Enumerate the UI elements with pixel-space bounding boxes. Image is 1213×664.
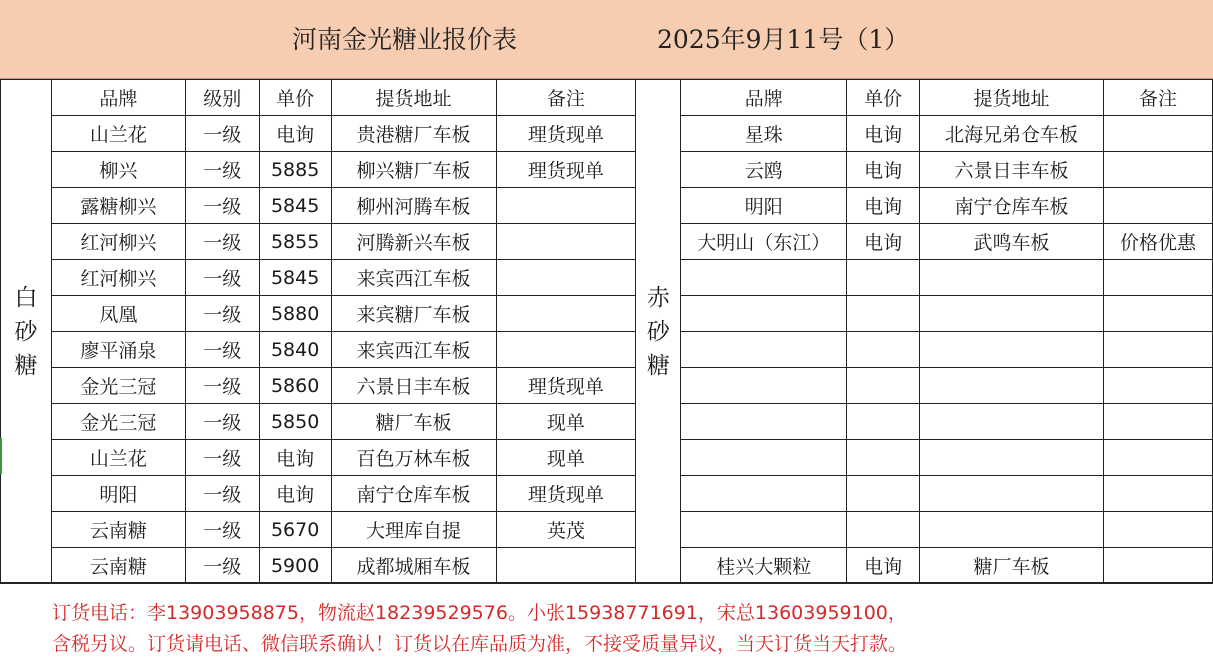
white-sugar-pickup-address: 六景日丰车板	[331, 368, 496, 404]
red-sugar-brand	[681, 296, 847, 332]
red-sugar-pickup-address	[920, 260, 1104, 296]
white-sugar-grade: 一级	[185, 260, 259, 296]
white-sugar-pickup-address: 糖厂车板	[331, 404, 496, 440]
white-sugar-price: 5880	[259, 296, 331, 332]
white-sugar-grade: 一级	[185, 332, 259, 368]
table-row	[1, 332, 1213, 368]
red-sugar-price	[847, 368, 920, 404]
red-sugar-column-header: 品牌	[681, 80, 847, 116]
table-row	[1, 224, 1213, 260]
white-sugar-price: 5840	[259, 332, 331, 368]
white-sugar-grade: 一级	[185, 188, 259, 224]
white-sugar-grade: 一级	[185, 224, 259, 260]
white-sugar-column-header: 级别	[185, 80, 259, 116]
white-sugar-brand: 山兰花	[51, 440, 185, 476]
white-sugar-column-header: 单价	[259, 80, 331, 116]
table-row	[1, 512, 1213, 548]
red-sugar-price: 电询	[847, 188, 920, 224]
white-sugar-note	[496, 332, 636, 368]
white-sugar-note: 英茂	[496, 512, 636, 548]
red-sugar-price	[847, 476, 920, 512]
white-sugar-note	[496, 224, 636, 260]
white-sugar-price: 电询	[259, 116, 331, 152]
red-sugar-brand	[681, 476, 847, 512]
red-sugar-price	[847, 332, 920, 368]
white-sugar-brand: 金光三冠	[51, 368, 185, 404]
sugar-type-char: 糖	[14, 352, 38, 379]
red-sugar-price: 电询	[847, 224, 920, 260]
red-sugar-column-header: 备注	[1103, 80, 1212, 116]
red-sugar-brand: 云鸥	[681, 152, 847, 188]
red-sugar-note	[1103, 152, 1212, 188]
white-sugar-brand: 红河柳兴	[51, 224, 185, 260]
white-sugar-brand: 柳兴	[51, 152, 185, 188]
white-sugar-note	[496, 260, 636, 296]
red-sugar-brand	[681, 260, 847, 296]
red-sugar-note	[1103, 116, 1212, 152]
white-sugar-price: 5850	[259, 404, 331, 440]
red-sugar-brand: 明阳	[681, 188, 847, 224]
white-sugar-brand: 露糖柳兴	[51, 188, 185, 224]
white-sugar-note	[496, 188, 636, 224]
sugar-type-char: 白	[14, 284, 38, 311]
red-sugar-label	[636, 80, 681, 584]
red-sugar-pickup-address: 北海兄弟仓车板	[920, 116, 1104, 152]
white-sugar-price: 5855	[259, 224, 331, 260]
red-sugar-note	[1103, 296, 1212, 332]
table-row	[1, 188, 1213, 224]
white-sugar-note: 现单	[496, 440, 636, 476]
red-sugar-price	[847, 404, 920, 440]
sugar-type-char: 砂	[646, 318, 670, 345]
white-sugar-pickup-address: 来宾糖厂车板	[331, 296, 496, 332]
red-sugar-price	[847, 512, 920, 548]
white-sugar-grade: 一级	[185, 476, 259, 512]
red-sugar-pickup-address: 糖厂车板	[920, 548, 1104, 584]
red-sugar-note	[1103, 512, 1212, 548]
red-sugar-brand	[681, 368, 847, 404]
white-sugar-note	[496, 296, 636, 332]
white-sugar-price: 5670	[259, 512, 331, 548]
white-sugar-grade: 一级	[185, 404, 259, 440]
red-sugar-note	[1103, 368, 1212, 404]
white-sugar-pickup-address: 大理库自提	[331, 512, 496, 548]
red-sugar-pickup-address: 六景日丰车板	[920, 152, 1104, 188]
price-table-body	[1, 80, 1213, 584]
red-sugar-pickup-address	[920, 440, 1104, 476]
red-sugar-price: 电询	[847, 116, 920, 152]
red-sugar-price: 电询	[847, 152, 920, 188]
sugar-type-char: 糖	[646, 352, 670, 379]
table-row	[1, 296, 1213, 332]
red-sugar-pickup-address	[920, 368, 1104, 404]
red-sugar-price: 电询	[847, 548, 920, 584]
red-sugar-price	[847, 440, 920, 476]
page-title: 河南金光糖业报价表	[292, 25, 518, 54]
white-sugar-column-header: 提货地址	[331, 80, 496, 116]
red-sugar-pickup-address	[920, 476, 1104, 512]
red-sugar-brand	[681, 440, 847, 476]
white-sugar-pickup-address: 成都城厢车板	[331, 548, 496, 584]
white-sugar-price: 电询	[259, 440, 331, 476]
white-sugar-grade: 一级	[185, 152, 259, 188]
red-sugar-pickup-address	[920, 512, 1104, 548]
red-sugar-brand: 星珠	[681, 116, 847, 152]
white-sugar-brand: 金光三冠	[51, 404, 185, 440]
red-sugar-brand	[681, 512, 847, 548]
red-sugar-note: 价格优惠	[1103, 224, 1212, 260]
red-sugar-note	[1103, 332, 1212, 368]
white-sugar-brand: 凤凰	[51, 296, 185, 332]
red-sugar-price	[847, 260, 920, 296]
table-row	[1, 368, 1213, 404]
red-sugar-note	[1103, 476, 1212, 512]
white-sugar-pickup-address: 来宾西江车板	[331, 260, 496, 296]
table-row	[1, 476, 1213, 512]
red-sugar-column-header: 单价	[847, 80, 920, 116]
table-row	[1, 260, 1213, 296]
title-banner	[0, 0, 1213, 79]
red-sugar-note	[1103, 188, 1212, 224]
red-sugar-note	[1103, 440, 1212, 476]
white-sugar-pickup-address: 柳州河腾车板	[331, 188, 496, 224]
contact-line: 订货电话：李13903958875，物流赵18239529576。小张15938771691，宋总13603959100，	[52, 602, 907, 624]
white-sugar-note: 理货现单	[496, 152, 636, 188]
white-sugar-price: 电询	[259, 476, 331, 512]
white-sugar-brand: 云南糖	[51, 512, 185, 548]
white-sugar-grade: 一级	[185, 548, 259, 584]
red-sugar-brand: 桂兴大颗粒	[681, 548, 847, 584]
white-sugar-brand: 云南糖	[51, 548, 185, 584]
quote-date: 2025年9月11号（1）	[657, 25, 910, 54]
red-sugar-brand: 大明山（东江）	[681, 224, 847, 260]
red-sugar-note	[1103, 404, 1212, 440]
table-row	[1, 440, 1213, 476]
white-sugar-brand: 山兰花	[51, 116, 185, 152]
white-sugar-note: 理货现单	[496, 368, 636, 404]
white-sugar-column-header: 品牌	[51, 80, 185, 116]
red-sugar-brand	[681, 332, 847, 368]
white-sugar-pickup-address: 柳兴糖厂车板	[331, 152, 496, 188]
white-sugar-pickup-address: 来宾西江车板	[331, 332, 496, 368]
red-sugar-price	[847, 296, 920, 332]
white-sugar-grade: 一级	[185, 440, 259, 476]
white-sugar-brand: 明阳	[51, 476, 185, 512]
white-sugar-grade: 一级	[185, 368, 259, 404]
white-sugar-column-header: 备注	[496, 80, 636, 116]
white-sugar-pickup-address: 河腾新兴车板	[331, 224, 496, 260]
white-sugar-price: 5885	[259, 152, 331, 188]
table-row	[1, 152, 1213, 188]
white-sugar-note	[496, 548, 636, 584]
white-sugar-grade: 一级	[185, 512, 259, 548]
table-row	[1, 116, 1213, 152]
white-sugar-price: 5900	[259, 548, 331, 584]
white-sugar-grade: 一级	[185, 116, 259, 152]
red-sugar-pickup-address: 武鸣车板	[920, 224, 1104, 260]
white-sugar-brand: 红河柳兴	[51, 260, 185, 296]
red-sugar-pickup-address	[920, 296, 1104, 332]
sugar-type-char: 砂	[14, 318, 38, 345]
sugar-type-char: 赤	[646, 284, 670, 311]
white-sugar-grade: 一级	[185, 296, 259, 332]
white-sugar-note: 现单	[496, 404, 636, 440]
white-sugar-label	[1, 80, 52, 584]
white-sugar-note: 理货现单	[496, 116, 636, 152]
white-sugar-price: 5860	[259, 368, 331, 404]
white-sugar-pickup-address: 贵港糖厂车板	[331, 116, 496, 152]
red-sugar-note	[1103, 548, 1212, 584]
white-sugar-note: 理货现单	[496, 476, 636, 512]
white-sugar-price: 5845	[259, 260, 331, 296]
red-sugar-pickup-address	[920, 404, 1104, 440]
terms-line: 含税另议。订货请电话、微信联系确认！订货以在库品质为准，不接受质量异议，当天订货当天打款。	[52, 633, 908, 655]
contact-footer	[0, 582, 1213, 664]
red-sugar-pickup-address: 南宁仓库车板	[920, 188, 1104, 224]
white-sugar-pickup-address: 百色万林车板	[331, 440, 496, 476]
red-sugar-column-header: 提货地址	[920, 80, 1104, 116]
white-sugar-price: 5845	[259, 188, 331, 224]
table-row	[1, 548, 1213, 584]
red-sugar-pickup-address	[920, 332, 1104, 368]
table-header-row	[1, 80, 1213, 116]
white-sugar-brand: 廖平涌泉	[51, 332, 185, 368]
edge-marker	[0, 438, 2, 474]
table-row	[1, 404, 1213, 440]
white-sugar-pickup-address: 南宁仓库车板	[331, 476, 496, 512]
red-sugar-brand	[681, 404, 847, 440]
price-table	[0, 79, 1213, 584]
red-sugar-note	[1103, 260, 1212, 296]
